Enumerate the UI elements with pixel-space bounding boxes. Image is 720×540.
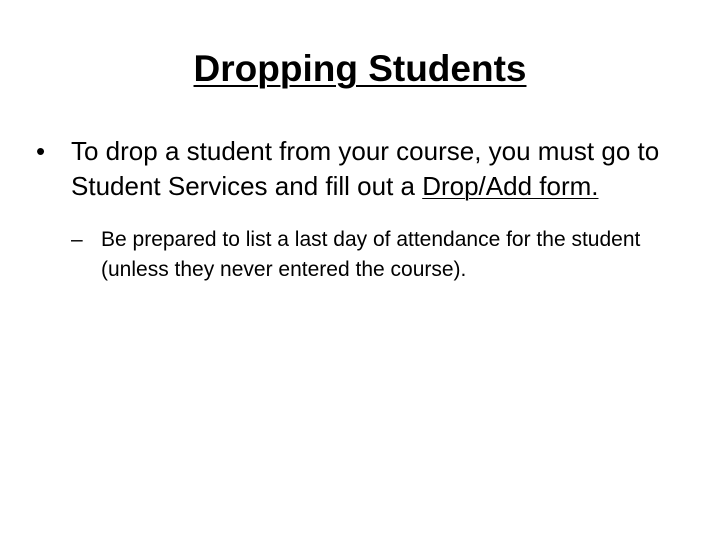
sub-bullet-item xyxy=(71,225,701,285)
bullet-item xyxy=(36,134,686,204)
drop-add-form-text: Drop/Add form. xyxy=(422,171,599,201)
slide-title-text: Dropping Students xyxy=(193,48,527,89)
slide-title xyxy=(0,46,720,92)
slide-body xyxy=(36,134,686,285)
bullet-marker: • xyxy=(36,136,46,166)
sub-bullet-text: Be prepared to list a last day of attendance for the student (unless they never entered the course). xyxy=(101,228,641,281)
sub-bullet-marker: – xyxy=(71,228,83,251)
bullet-text: To drop a student from your course, you must go to Student Services and fill out a xyxy=(71,136,660,201)
